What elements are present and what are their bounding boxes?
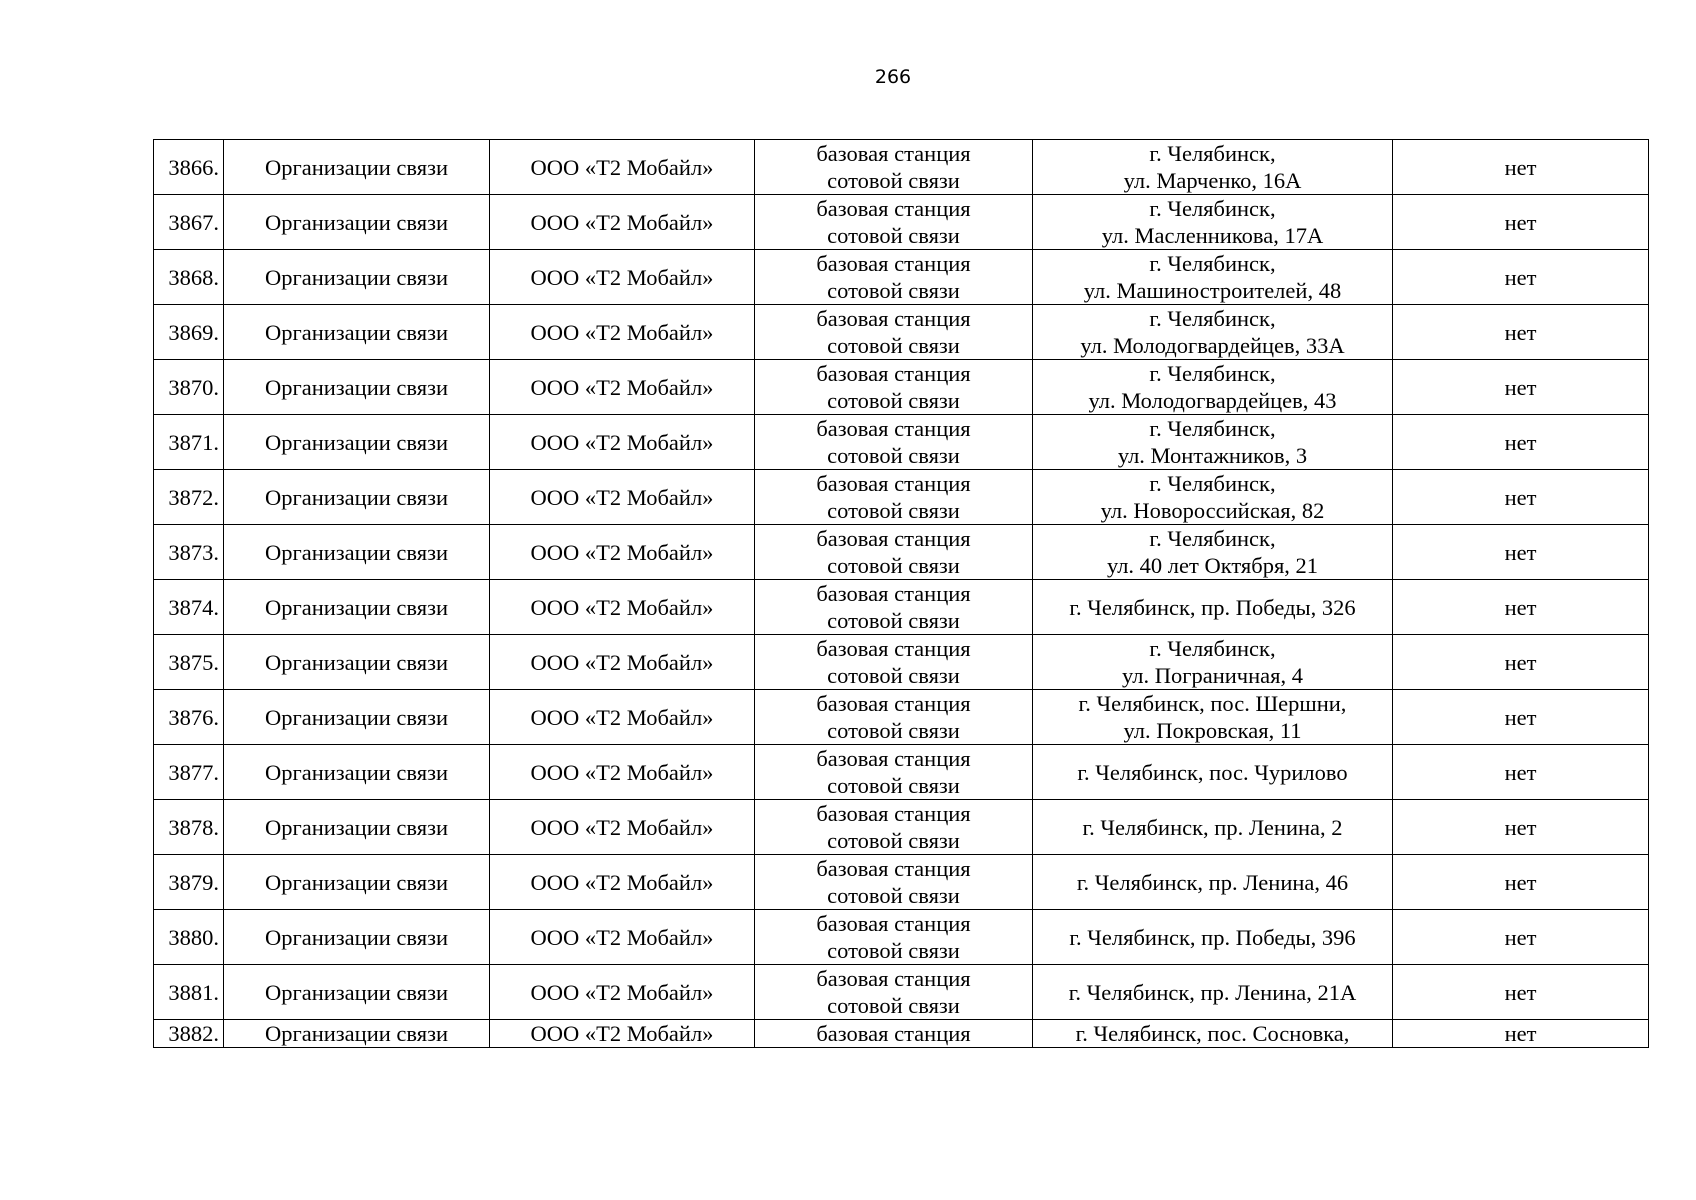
row-number: 3870. bbox=[154, 360, 224, 415]
row-address bbox=[1033, 250, 1393, 305]
row-category: Организации связи bbox=[224, 635, 490, 690]
object-type-line: сотовой связи bbox=[827, 223, 960, 248]
row-object-type bbox=[755, 415, 1033, 470]
object-type-line: сотовой связи bbox=[827, 993, 960, 1018]
row-address bbox=[1033, 305, 1393, 360]
row-address bbox=[1033, 910, 1393, 965]
address-line: г. Челябинск, bbox=[1149, 416, 1276, 441]
row-organization: ООО «Т2 Мобайл» bbox=[490, 745, 755, 800]
row-object-type bbox=[755, 195, 1033, 250]
row-organization: ООО «Т2 Мобайл» bbox=[490, 525, 755, 580]
table-row bbox=[154, 195, 1649, 250]
object-type-line: базовая станция bbox=[816, 1021, 971, 1046]
object-type-line: сотовой связи bbox=[827, 938, 960, 963]
object-type-line: сотовой связи bbox=[827, 883, 960, 908]
table-row bbox=[154, 470, 1649, 525]
object-type-line: базовая станция bbox=[816, 636, 971, 661]
row-organization: ООО «Т2 Мобайл» bbox=[490, 635, 755, 690]
row-category: Организации связи bbox=[224, 690, 490, 745]
table-row bbox=[154, 910, 1649, 965]
address-line: ул. 40 лет Октября, 21 bbox=[1106, 553, 1319, 578]
address-line: г. Челябинск, пр. Победы, 396 bbox=[1069, 924, 1356, 950]
object-type-line: базовая станция bbox=[816, 746, 971, 771]
row-flag: нет bbox=[1393, 250, 1649, 305]
row-organization: ООО «Т2 Мобайл» bbox=[490, 965, 755, 1020]
address-line: г. Челябинск, bbox=[1149, 526, 1276, 551]
address-line: ул. Монтажников, 3 bbox=[1117, 443, 1308, 468]
address-line: г. Челябинск, bbox=[1149, 471, 1276, 496]
row-address bbox=[1033, 965, 1393, 1020]
row-category: Организации связи bbox=[224, 195, 490, 250]
row-flag: нет bbox=[1393, 1020, 1649, 1048]
row-flag: нет bbox=[1393, 305, 1649, 360]
row-organization: ООО «Т2 Мобайл» bbox=[490, 910, 755, 965]
row-flag: нет bbox=[1393, 580, 1649, 635]
row-category: Организации связи bbox=[224, 1020, 490, 1048]
row-number: 3866. bbox=[154, 140, 224, 195]
row-object-type bbox=[755, 305, 1033, 360]
row-address bbox=[1033, 140, 1393, 195]
row-number: 3874. bbox=[154, 580, 224, 635]
address-line: г. Челябинск, пос. Сосновка, bbox=[1075, 1021, 1350, 1046]
row-number: 3880. bbox=[154, 910, 224, 965]
object-type-line: базовая станция bbox=[816, 416, 971, 441]
table-body bbox=[154, 140, 1649, 1048]
row-number: 3882. bbox=[154, 1020, 224, 1048]
row-object-type bbox=[755, 745, 1033, 800]
row-object-type bbox=[755, 470, 1033, 525]
row-flag: нет bbox=[1393, 635, 1649, 690]
address-line: г. Челябинск, bbox=[1149, 196, 1276, 221]
object-type-line: сотовой связи bbox=[827, 388, 960, 413]
address-line: г. Челябинск, bbox=[1149, 251, 1276, 276]
row-address bbox=[1033, 415, 1393, 470]
object-type-line: базовая станция bbox=[816, 581, 971, 606]
row-flag: нет bbox=[1393, 415, 1649, 470]
table-row bbox=[154, 965, 1649, 1020]
object-type-line: сотовой связи bbox=[827, 773, 960, 798]
object-type-line: сотовой связи bbox=[827, 553, 960, 578]
row-flag: нет bbox=[1393, 525, 1649, 580]
address-line: ул. Машиностроителей, 48 bbox=[1083, 278, 1342, 303]
row-organization: ООО «Т2 Мобайл» bbox=[490, 415, 755, 470]
row-flag: нет bbox=[1393, 360, 1649, 415]
row-number: 3878. bbox=[154, 800, 224, 855]
object-type-line: базовая станция bbox=[816, 361, 971, 386]
object-type-line: сотовой связи bbox=[827, 718, 960, 743]
row-organization: ООО «Т2 Мобайл» bbox=[490, 1020, 755, 1048]
row-category: Организации связи bbox=[224, 525, 490, 580]
object-type-line: сотовой связи bbox=[827, 663, 960, 688]
page-number: 266 bbox=[874, 66, 912, 88]
row-number: 3873. bbox=[154, 525, 224, 580]
object-type-line: базовая станция bbox=[816, 801, 971, 826]
object-type-line: базовая станция bbox=[816, 856, 971, 881]
row-organization: ООО «Т2 Мобайл» bbox=[490, 470, 755, 525]
address-line: ул. Покровская, 11 bbox=[1123, 718, 1302, 743]
row-organization: ООО «Т2 Мобайл» bbox=[490, 360, 755, 415]
object-type-line: базовая станция bbox=[816, 196, 971, 221]
object-type-line: базовая станция bbox=[816, 911, 971, 936]
address-line: г. Челябинск, bbox=[1149, 636, 1276, 661]
table-row bbox=[154, 140, 1649, 195]
row-category: Организации связи bbox=[224, 360, 490, 415]
row-object-type bbox=[755, 140, 1033, 195]
row-object-type bbox=[755, 690, 1033, 745]
address-line: ул. Пограничная, 4 bbox=[1122, 663, 1303, 688]
row-flag: нет bbox=[1393, 910, 1649, 965]
table-row bbox=[154, 415, 1649, 470]
row-address bbox=[1033, 470, 1393, 525]
table-row bbox=[154, 580, 1649, 635]
row-category: Организации связи bbox=[224, 965, 490, 1020]
object-type-line: базовая станция bbox=[816, 691, 971, 716]
table-row bbox=[154, 250, 1649, 305]
table-row bbox=[154, 690, 1649, 745]
address-line: г. Челябинск, bbox=[1149, 361, 1276, 386]
row-organization: ООО «Т2 Мобайл» bbox=[490, 140, 755, 195]
table-row bbox=[154, 800, 1649, 855]
address-line: г. Челябинск, пр. Ленина, 21А bbox=[1068, 979, 1357, 1005]
row-flag: нет bbox=[1393, 855, 1649, 910]
table-row bbox=[154, 635, 1649, 690]
row-organization: ООО «Т2 Мобайл» bbox=[490, 690, 755, 745]
object-type-line: базовая станция bbox=[816, 471, 971, 496]
object-type-line: сотовой связи bbox=[827, 168, 960, 193]
row-category: Организации связи bbox=[224, 910, 490, 965]
row-address bbox=[1033, 690, 1393, 745]
row-number: 3867. bbox=[154, 195, 224, 250]
address-line: г. Челябинск, пос. Шершни, bbox=[1078, 691, 1347, 716]
row-organization: ООО «Т2 Мобайл» bbox=[490, 305, 755, 360]
row-number: 3879. bbox=[154, 855, 224, 910]
row-category: Организации связи bbox=[224, 140, 490, 195]
address-line: ул. Новороссийская, 82 bbox=[1100, 498, 1325, 523]
row-category: Организации связи bbox=[224, 305, 490, 360]
address-line: г. Челябинск, пр. Ленина, 2 bbox=[1082, 814, 1343, 840]
table-row bbox=[154, 525, 1649, 580]
row-flag: нет bbox=[1393, 195, 1649, 250]
row-category: Организации связи bbox=[224, 250, 490, 305]
table-row bbox=[154, 745, 1649, 800]
row-number: 3875. bbox=[154, 635, 224, 690]
address-line: г. Челябинск, bbox=[1149, 306, 1276, 331]
row-object-type bbox=[755, 360, 1033, 415]
row-flag: нет bbox=[1393, 690, 1649, 745]
row-address bbox=[1033, 1020, 1393, 1048]
object-type-line: сотовой связи bbox=[827, 498, 960, 523]
row-category: Организации связи bbox=[224, 745, 490, 800]
data-table bbox=[153, 139, 1649, 1048]
row-address bbox=[1033, 525, 1393, 580]
row-address bbox=[1033, 195, 1393, 250]
row-address bbox=[1033, 635, 1393, 690]
object-type-line: сотовой связи bbox=[827, 278, 960, 303]
address-line: г. Челябинск, bbox=[1149, 141, 1276, 166]
row-flag: нет bbox=[1393, 965, 1649, 1020]
address-line: г. Челябинск, пр. Победы, 326 bbox=[1069, 594, 1356, 620]
row-category: Организации связи bbox=[224, 415, 490, 470]
row-category: Организации связи bbox=[224, 580, 490, 635]
row-category: Организации связи bbox=[224, 470, 490, 525]
row-flag: нет bbox=[1393, 800, 1649, 855]
row-number: 3869. bbox=[154, 305, 224, 360]
object-type-line: сотовой связи bbox=[827, 443, 960, 468]
object-type-line: сотовой связи bbox=[827, 828, 960, 853]
table-row bbox=[154, 1020, 1649, 1048]
row-object-type bbox=[755, 855, 1033, 910]
object-type-line: базовая станция bbox=[816, 306, 971, 331]
row-object-type bbox=[755, 635, 1033, 690]
object-type-line: базовая станция bbox=[816, 141, 971, 166]
row-organization: ООО «Т2 Мобайл» bbox=[490, 195, 755, 250]
row-organization: ООО «Т2 Мобайл» bbox=[490, 800, 755, 855]
row-object-type bbox=[755, 250, 1033, 305]
row-number: 3871. bbox=[154, 415, 224, 470]
row-address bbox=[1033, 855, 1393, 910]
row-object-type bbox=[755, 525, 1033, 580]
row-number: 3876. bbox=[154, 690, 224, 745]
row-address bbox=[1033, 800, 1393, 855]
object-type-line: базовая станция bbox=[816, 251, 971, 276]
object-type-line: сотовой связи bbox=[827, 333, 960, 358]
row-number: 3881. bbox=[154, 965, 224, 1020]
row-address bbox=[1033, 745, 1393, 800]
address-line: г. Челябинск, пр. Ленина, 46 bbox=[1076, 869, 1349, 895]
row-category: Организации связи bbox=[224, 855, 490, 910]
row-object-type bbox=[755, 910, 1033, 965]
address-line: ул. Молодогвардейцев, 43 bbox=[1088, 388, 1337, 413]
row-flag: нет bbox=[1393, 745, 1649, 800]
row-organization: ООО «Т2 Мобайл» bbox=[490, 580, 755, 635]
row-organization: ООО «Т2 Мобайл» bbox=[490, 855, 755, 910]
table-row bbox=[154, 855, 1649, 910]
table-row bbox=[154, 360, 1649, 415]
table-row bbox=[154, 305, 1649, 360]
row-flag: нет bbox=[1393, 470, 1649, 525]
row-address bbox=[1033, 360, 1393, 415]
object-type-line: базовая станция bbox=[816, 526, 971, 551]
row-object-type bbox=[755, 580, 1033, 635]
row-object-type bbox=[755, 800, 1033, 855]
row-object-type bbox=[755, 1020, 1033, 1048]
row-category: Организации связи bbox=[224, 800, 490, 855]
row-object-type bbox=[755, 965, 1033, 1020]
row-number: 3868. bbox=[154, 250, 224, 305]
address-line: ул. Масленникова, 17А bbox=[1101, 223, 1324, 248]
row-number: 3872. bbox=[154, 470, 224, 525]
row-address bbox=[1033, 580, 1393, 635]
row-organization: ООО «Т2 Мобайл» bbox=[490, 250, 755, 305]
row-flag: нет bbox=[1393, 140, 1649, 195]
address-line: г. Челябинск, пос. Чурилово bbox=[1077, 759, 1348, 785]
row-number: 3877. bbox=[154, 745, 224, 800]
object-type-line: сотовой связи bbox=[827, 608, 960, 633]
address-line: ул. Молодогвардейцев, 33А bbox=[1080, 333, 1345, 358]
object-type-line: базовая станция bbox=[816, 966, 971, 991]
address-line: ул. Марченко, 16А bbox=[1123, 168, 1302, 193]
